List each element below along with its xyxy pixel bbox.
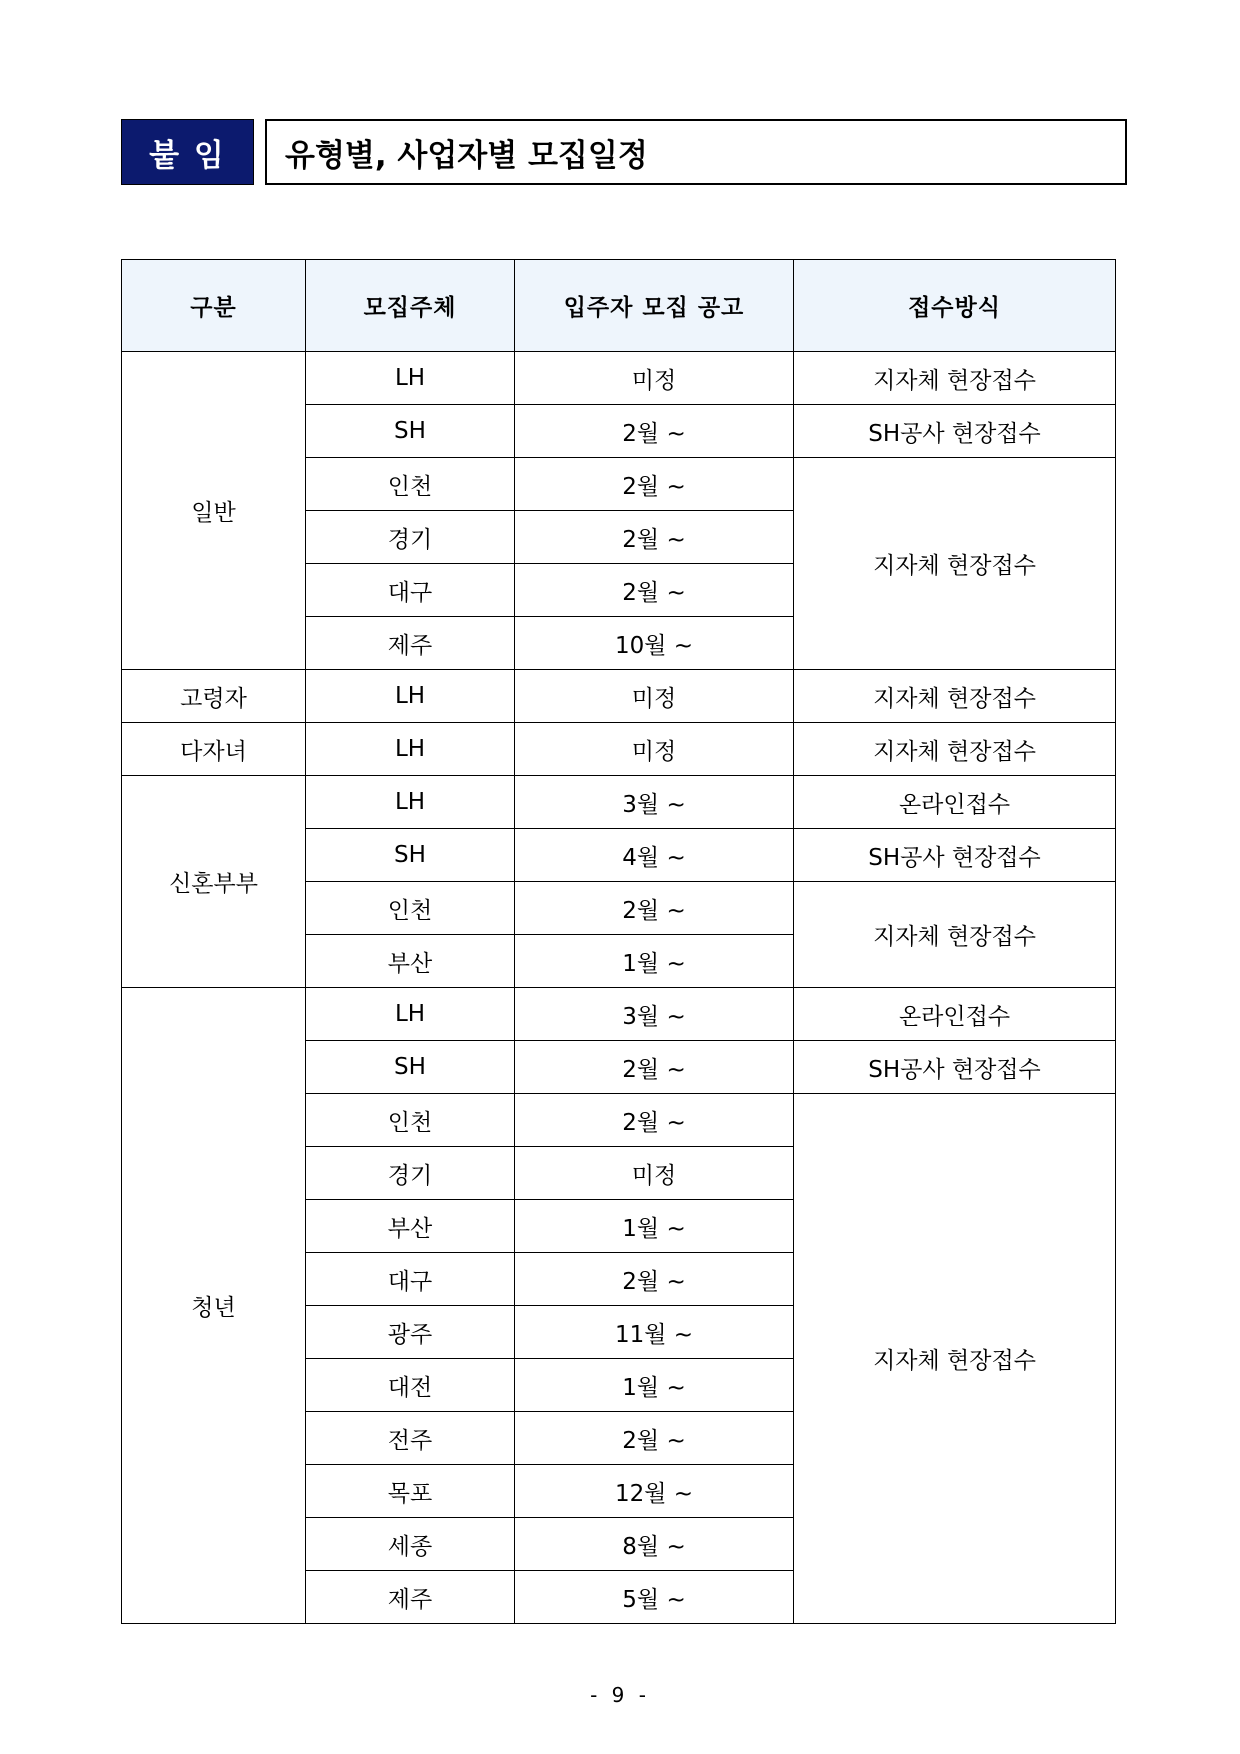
category-cell: 고령자 <box>122 670 306 723</box>
table-row <box>122 988 1116 1041</box>
announcement-cell: 4월 ~ <box>515 829 794 882</box>
method-cell: SH공사 현장접수 <box>794 1041 1116 1094</box>
header-category: 구분 <box>122 260 306 352</box>
announcement-cell: 1월 ~ <box>515 935 794 988</box>
method-cell: 지자체 현장접수 <box>794 723 1116 776</box>
agency-cell: 인천 <box>306 882 515 935</box>
agency-cell: LH <box>306 352 515 405</box>
agency-cell: 세종 <box>306 1518 515 1571</box>
agency-cell: LH <box>306 988 515 1041</box>
category-cell: 청년 <box>122 988 306 1624</box>
schedule-table <box>121 259 1116 1624</box>
agency-cell: SH <box>306 829 515 882</box>
announcement-cell: 2월 ~ <box>515 405 794 458</box>
method-cell: 지자체 현장접수 <box>794 458 1116 670</box>
category-cell: 신혼부부 <box>122 776 306 988</box>
announcement-cell: 2월 ~ <box>515 511 794 564</box>
announcement-cell: 2월 ~ <box>515 1253 794 1306</box>
announcement-cell: 5월 ~ <box>515 1571 794 1624</box>
agency-cell: 제주 <box>306 617 515 670</box>
agency-cell: 부산 <box>306 935 515 988</box>
announcement-cell: 2월 ~ <box>515 1041 794 1094</box>
header-agency: 모집주체 <box>306 260 515 352</box>
table-row <box>122 776 1116 829</box>
announcement-cell: 3월 ~ <box>515 776 794 829</box>
table-row <box>122 723 1116 776</box>
category-cell: 다자녀 <box>122 723 306 776</box>
announcement-cell: 8월 ~ <box>515 1518 794 1571</box>
agency-cell: 인천 <box>306 458 515 511</box>
announcement-cell: 10월 ~ <box>515 617 794 670</box>
agency-cell: LH <box>306 776 515 829</box>
announcement-cell: 2월 ~ <box>515 458 794 511</box>
agency-cell: 목포 <box>306 1465 515 1518</box>
agency-cell: LH <box>306 723 515 776</box>
announcement-cell: 2월 ~ <box>515 564 794 617</box>
page-number: - 9 - <box>590 1683 650 1707</box>
method-cell: 지자체 현장접수 <box>794 352 1116 405</box>
announcement-cell: 11월 ~ <box>515 1306 794 1359</box>
table-body <box>122 352 1116 1624</box>
attachment-badge: 붙 임 <box>121 119 254 185</box>
agency-cell: 제주 <box>306 1571 515 1624</box>
agency-cell: SH <box>306 405 515 458</box>
agency-cell: 대구 <box>306 1253 515 1306</box>
table-row <box>122 352 1116 405</box>
method-cell: 지자체 현장접수 <box>794 670 1116 723</box>
agency-cell: 경기 <box>306 1147 515 1200</box>
header-announcement: 입주자 모집 공고 <box>515 260 794 352</box>
title-bar <box>121 119 1127 185</box>
announcement-cell: 12월 ~ <box>515 1465 794 1518</box>
agency-cell: SH <box>306 1041 515 1094</box>
method-cell: SH공사 현장접수 <box>794 405 1116 458</box>
method-cell: 지자체 현장접수 <box>794 882 1116 988</box>
agency-cell: 전주 <box>306 1412 515 1465</box>
agency-cell: 광주 <box>306 1306 515 1359</box>
page-title: 유형별, 사업자별 모집일정 <box>265 119 1127 185</box>
agency-cell: 경기 <box>306 511 515 564</box>
header-method: 접수방식 <box>794 260 1116 352</box>
announcement-cell: 2월 ~ <box>515 882 794 935</box>
announcement-cell: 2월 ~ <box>515 1094 794 1147</box>
category-cell: 일반 <box>122 352 306 670</box>
agency-cell: 부산 <box>306 1200 515 1253</box>
method-cell: 지자체 현장접수 <box>794 1094 1116 1624</box>
agency-cell: 인천 <box>306 1094 515 1147</box>
agency-cell: 대구 <box>306 564 515 617</box>
announcement-cell: 3월 ~ <box>515 988 794 1041</box>
announcement-cell: 2월 ~ <box>515 1412 794 1465</box>
announcement-cell: 미정 <box>515 670 794 723</box>
method-cell: 온라인접수 <box>794 776 1116 829</box>
method-cell: SH공사 현장접수 <box>794 829 1116 882</box>
announcement-cell: 미정 <box>515 352 794 405</box>
agency-cell: 대전 <box>306 1359 515 1412</box>
announcement-cell: 미정 <box>515 1147 794 1200</box>
table-row <box>122 670 1116 723</box>
table-header-row <box>122 260 1116 352</box>
announcement-cell: 1월 ~ <box>515 1200 794 1253</box>
announcement-cell: 1월 ~ <box>515 1359 794 1412</box>
announcement-cell: 미정 <box>515 723 794 776</box>
agency-cell: LH <box>306 670 515 723</box>
method-cell: 온라인접수 <box>794 988 1116 1041</box>
